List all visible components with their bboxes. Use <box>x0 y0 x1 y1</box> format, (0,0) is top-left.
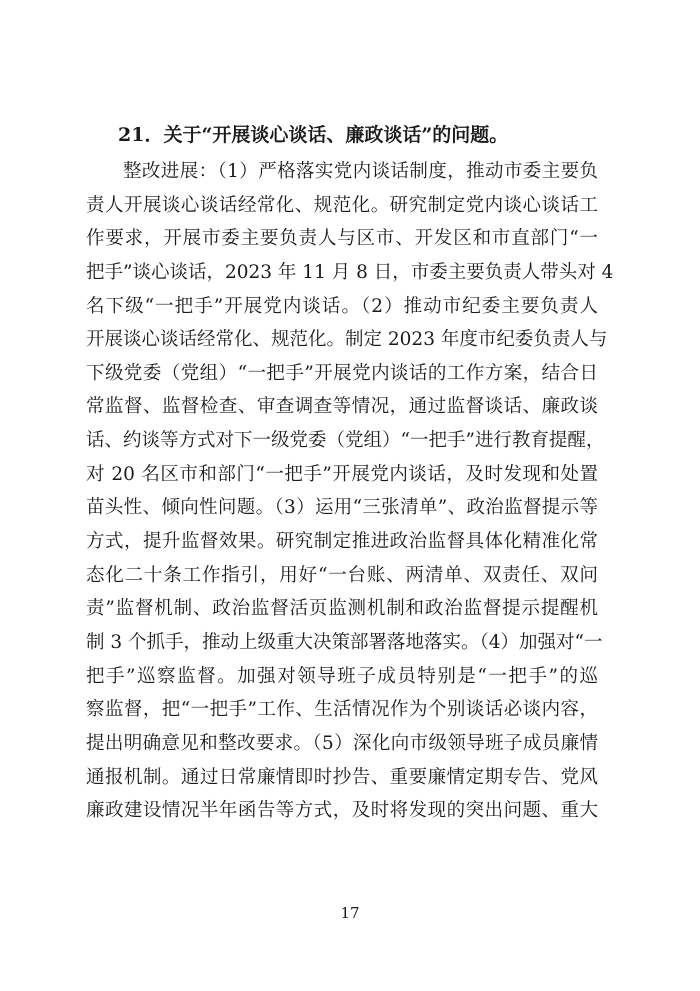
paragraph-line: 方式，提升监督效果。研究制定推进政治监督具体化精准化常 <box>86 531 598 553</box>
paragraph-line: 廉政建设情况半年函告等方式，及时将发现的突出问题、重大 <box>86 800 598 822</box>
paragraph-line: 态化二十条工作指引，用好“一台账、两清单、双责任、双问 <box>86 564 598 586</box>
paragraph-line: 苗头性、倾向性问题。（3）运用“三张清单”、政治监督提示等 <box>86 497 598 519</box>
body-paragraph <box>86 155 614 828</box>
paragraph-line: 开展谈心谈话经常化、规范化。制定 2023 年度市纪委负责人与 <box>86 329 608 351</box>
section-heading: 21．关于“开展谈心谈话、廉政谈话”的问题。 <box>118 124 509 146</box>
paragraph-line: 通报机制。通过日常廉情即时抄告、重要廉情定期专告、党风 <box>86 766 598 788</box>
paragraph-line: 把手”谈心谈话，2023 年 11 月 8 日，市委主要负责人带头对 4 <box>86 261 614 283</box>
paragraph-line: 制 3 个抓手，推动上级重大决策部署落地落实。（4）加强对“一 <box>86 631 603 653</box>
paragraph-line: 责人开展谈心谈话经常化、规范化。研究制定党内谈心谈话工 <box>86 194 598 216</box>
paragraph-line: 名下级“一把手”开展党内谈话。（2）推动市纪委主要负责人 <box>86 295 598 317</box>
paragraph-line: 作要求，开展市委主要负责人与区市、开发区和市直部门“一 <box>86 228 598 250</box>
paragraph-line: 把手”巡察监督。加强对领导班子成员特别是“一把手”的巡 <box>86 665 598 687</box>
paragraph-line: 对 20 名区市和部门“一把手”开展党内谈话，及时发现和处置 <box>86 463 598 485</box>
paragraph-line: 察监督，把“一把手”工作、生活情况作为个别谈话必谈内容， <box>86 699 598 721</box>
paragraph-line: 下级党委（党组）“一把手”开展党内谈话的工作方案，结合日 <box>86 362 598 384</box>
paragraph-line: 常监督、监督检查、审查调查等情况，通过监督谈话、廉政谈 <box>86 396 598 418</box>
page-number: 17 <box>340 904 360 922</box>
paragraph-line: 话、约谈等方式对下一级党委（党组）“一把手”进行教育提醒， <box>86 430 605 452</box>
paragraph-line: 整改进展：（1）严格落实党内谈话制度，推动市委主要负 <box>123 161 598 182</box>
paragraph-line: 责”监督机制、政治监督活页监测机制和政治监督提示提醒机 <box>86 598 598 620</box>
paragraph-line: 提出明确意见和整改要求。（5）深化向市级领导班子成员廉情 <box>86 732 598 754</box>
